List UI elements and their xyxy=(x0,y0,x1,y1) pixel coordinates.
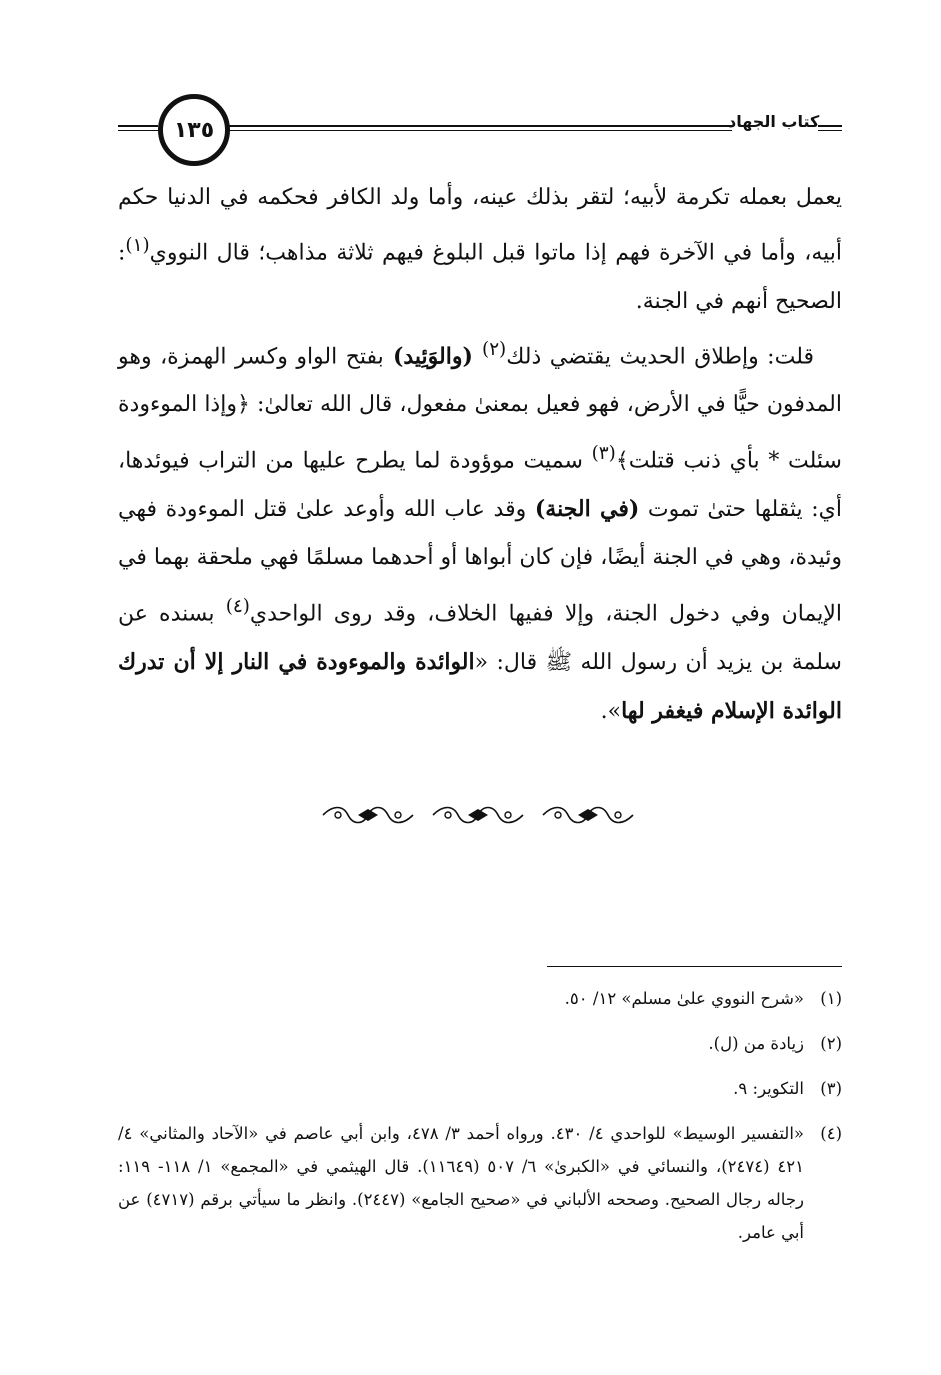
footnote-number: (٢) xyxy=(820,1034,842,1053)
page-number: ١٣٥ xyxy=(173,117,215,143)
main-text xyxy=(118,174,842,737)
running-title: كتاب الجهاد xyxy=(728,112,820,131)
footnotes xyxy=(118,982,842,1261)
footnote-ref: (٢) xyxy=(482,338,507,360)
header-rule-left xyxy=(118,125,158,131)
ornament-icon xyxy=(428,802,528,828)
paragraph-2-part-b: بفتح الواو وكسر الهمزة، وهو المدفون حيًّا في الأرض، فهو فعيل بمعنىٰ مفعول، قال الله تعالىٰ: ﴿وإذا الموءودة سئلت * بأي ذنب قتلت﴾ xyxy=(118,344,842,473)
paragraph-2-part-d: وقد عاب الله وأوعد علىٰ قتل الموءودة فهي وئيدة، وهي في الجنة أيضًا، فإن كان أبواها أو أحدهما مسلمًا فهي ملحقة بهما في الإيمان وفي دخول الجنة، وإلا ففيها الخلاف، وقد روى الواحدي xyxy=(118,497,842,626)
footnote-item xyxy=(118,1117,842,1249)
paragraph-2 xyxy=(118,326,842,737)
bold-term-janna: (في الجنة) xyxy=(534,496,640,523)
hadith-quote: الوائدة والموءودة في النار إلا أن تدرك الوائدة الإسلام فيغفر لها xyxy=(118,649,842,725)
footnote-item xyxy=(118,1027,842,1060)
section-divider-ornament xyxy=(318,802,638,828)
footnote-text: التكوير: ٩. xyxy=(733,1079,804,1098)
page-header xyxy=(118,92,842,162)
paragraph-1-text: يعمل بعمله تكرمة لأبيه؛ لتقر بذلك عينه، وأما ولد الكافر فحكمه في الدنيا حكم أبيه، وأما في الآخرة فهم إذا ماتوا قبل البلوغ فيهم ثلاثة مذاهب؛ قال النووي xyxy=(118,185,842,266)
footnote-text: زيادة من (ل). xyxy=(708,1034,804,1053)
footnote-item xyxy=(118,1072,842,1105)
footnote-text: «التفسير الوسيط» للواحدي ٤/ ٤٣٠. ورواه أحمد ٣/ ٤٧٨، وابن أبي عاصم في «الآحاد والمثاني» ٤/ ٤٢١ (٢٤٧٤)، والنسائي في «الكبرىٰ» ٦/ ٥٠٧ (١١٦٤٩). قال الهيثمي في «المجمع» ١/ ١١٨- ١١٩: رجاله رجال الصحيح. وصححه الألباني في «صحيح الجامع» (٢٤٤٧). وانظر ما سيأتي برقم (٤٧١٧) عن أبي عامر. xyxy=(118,1124,805,1242)
ornament-icon xyxy=(538,802,638,828)
footnote-ref: (١) xyxy=(125,235,150,257)
footnote-item xyxy=(118,982,842,1015)
footnote-ref: (٤) xyxy=(225,595,250,617)
footnote-separator xyxy=(547,966,842,967)
footnote-number: (٤) xyxy=(820,1124,842,1143)
header-rule-middle xyxy=(228,125,732,131)
ornament-icon xyxy=(318,802,418,828)
footnote-number: (٣) xyxy=(820,1079,842,1098)
paragraph-2-part-e: بسنده عن سلمة بن يزيد أن رسول الله ﷺ قال: « xyxy=(118,600,842,676)
paragraph-2-part-c: سميت موؤودة لما يطرح عليها من التراب فيوئدها، أي: يثقلها حتىٰ تموت xyxy=(118,448,842,523)
footnote-ref: (٣) xyxy=(591,442,616,464)
page-number-badge xyxy=(158,94,230,166)
paragraph-2-part-a: قلت: وإطلاق الحديث يقتضي ذلك xyxy=(506,344,814,370)
bold-term-waid: (والوَئِيد) xyxy=(383,343,483,370)
footnote-number: (١) xyxy=(820,989,842,1008)
paragraph-2-end: ». xyxy=(600,699,622,725)
header-rule-right xyxy=(818,125,842,131)
paragraph-1 xyxy=(118,174,842,326)
paragraph-1-end: : الصحيح أنهم في الجنة. xyxy=(118,240,842,314)
footnote-text: «شرح النووي علىٰ مسلم» ١٢/ ٥٠. xyxy=(564,989,804,1008)
